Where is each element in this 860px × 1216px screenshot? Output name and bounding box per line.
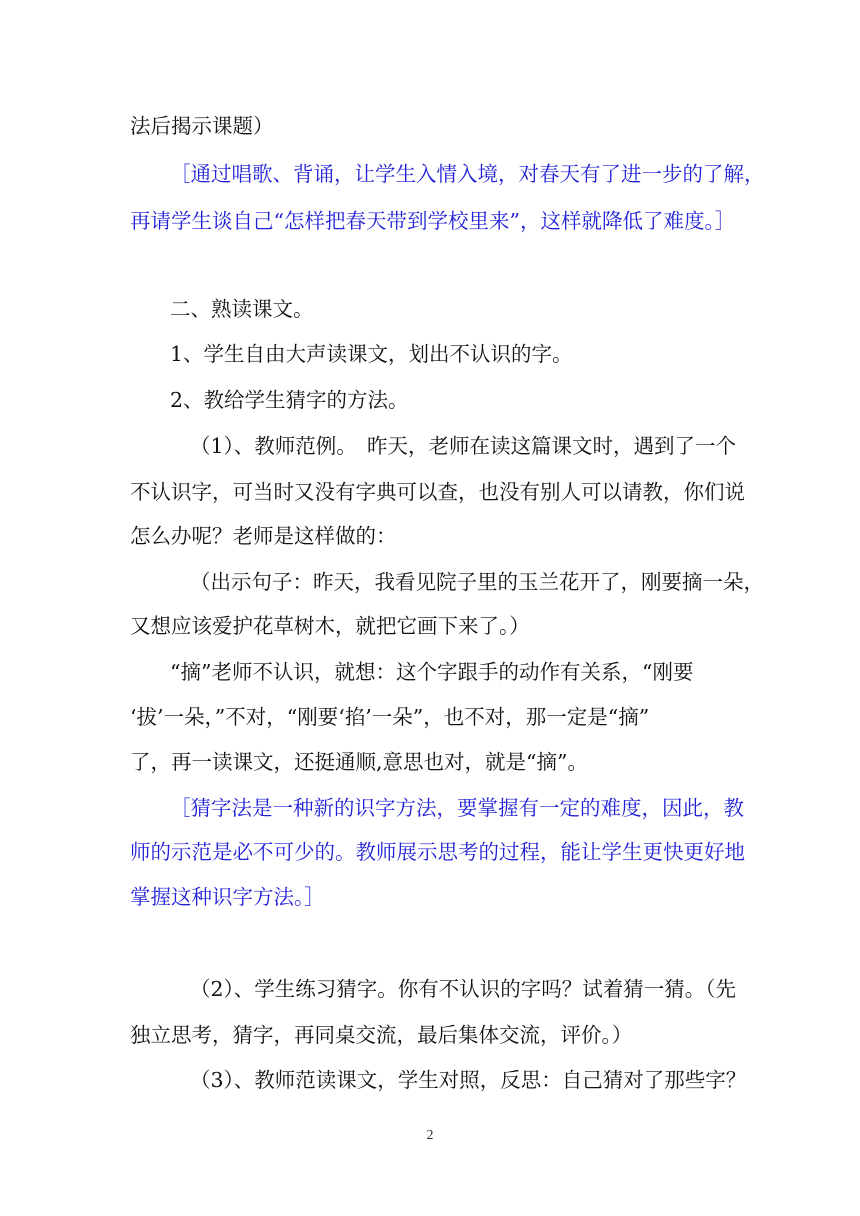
text-line: （3）、教师范读课文，学生对照，反思：自己猜对了那些字？ [190,1068,747,1092]
text-line: 怎么办呢？老师是这样做的： [130,524,397,548]
text-line: 不认识字，可当时又没有字典可以查，也没有别人可以请教，你们说 [130,480,745,504]
text-line: 了，再一读课文，还挺通顺,意思也对，就是“摘”。 [130,750,588,774]
text-line: （出示句子：昨天，我看见院子里的玉兰花开了，刚要摘一朵， [190,570,764,594]
section-heading: 二、熟读课文。 [170,297,314,321]
text-line: （2）、学生练习猜字。你有不认识的字吗？试着猜一猜。（先 [190,977,737,1001]
text-line: （1）、教师范例。 昨天，老师在读这篇课文时，遇到了一个 [190,434,737,458]
text-line: “摘”老师不认识，就想：这个字跟手的动作有关系，“刚要 [170,660,694,684]
text-line: 法后揭示课题） [130,114,274,138]
text-line: 2、教给学生猜字的方法。 [170,388,409,412]
annotation-line: 再请学生谈自己“怎样把春天带到学校里来”，这样就降低了难度。］ [130,209,736,233]
annotation-line: 师的示范是必不可少的。教师展示思考的过程，能让学生更快更好地 [130,840,745,864]
annotation-line: ［猜字法是一种新的识字方法，要掌握有一定的难度，因此，教 [170,796,744,820]
text-line: ‘拔’一朵，”不对，“刚要‘掐’一朵”，也不对，那一定是“摘” [130,705,650,729]
text-line: 又想应该爱护花草树木，就把它画下来了。） [130,614,530,638]
page-number: 2 [426,1128,434,1143]
text-line: 独立思考，猜字，再同桌交流，最后集体交流，评价。） [130,1023,633,1047]
annotation-line: 掌握这种识字方法。］ [130,885,325,909]
annotation-line: ［通过唱歌、背诵，让学生入情入境，对春天有了进一步的了解， [170,162,765,186]
text-line: 1、学生自由大声读课文，划出不认识的字。 [170,342,573,366]
